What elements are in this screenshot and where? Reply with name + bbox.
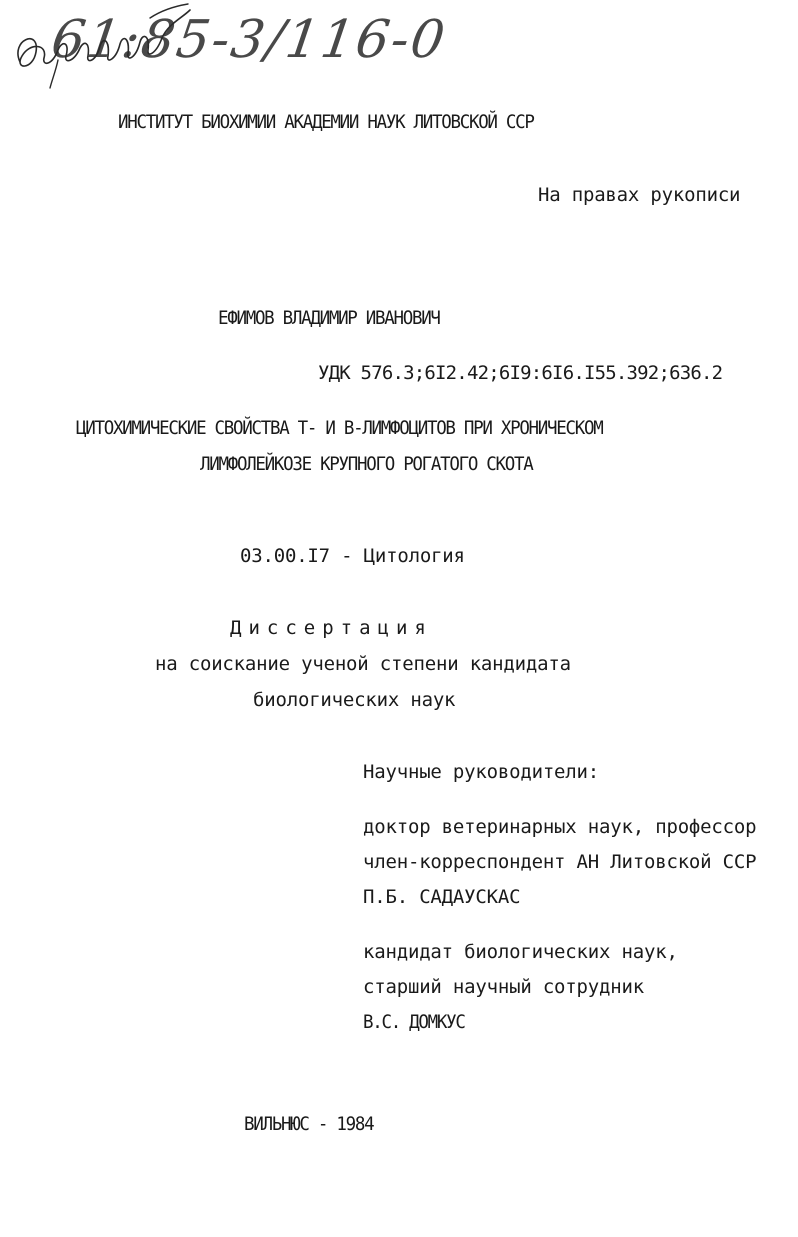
dissertation-heading: Диссертация [230, 617, 433, 639]
supervisor-2-line-1: кандидат биологических наук, [363, 941, 678, 963]
degree-line-2: биологических наук [253, 689, 456, 711]
specialty: 03.00.I7 - Цитология [240, 545, 465, 567]
title-line-2: ЛИМФОЛЕЙКОЗЕ КРУПНОГО РОГАТОГО СКОТА [200, 453, 533, 475]
supervisor-2-line-2: старший научный сотрудник [363, 976, 644, 998]
supervisor-1-name: П.Б. САДАУСКАС [363, 886, 521, 908]
manuscript-note: На правах рукописи [538, 184, 741, 206]
archive-number-handwritten: 61:85-3/116-0 [47, 10, 451, 70]
supervisors-heading: Научные руководители: [363, 761, 600, 783]
supervisor-1-line-1: доктор ветеринарных наук, профессор [363, 816, 757, 838]
title-line-1: ЦИТОХИМИЧЕСКИЕ СВОЙСТВА Т- И В-ЛИМФОЦИТОВ ПРИ ХРОНИЧЕСКОМ [76, 417, 603, 439]
degree-line-1: на соискание ученой степени кандидата [155, 653, 571, 675]
institution-name: ИНСТИТУТ БИОХИМИИ АКАДЕМИИ НАУК ЛИТОВСКОЙ ССР [118, 111, 534, 133]
supervisor-2-name: В.С. ДОМКУС [363, 1011, 465, 1033]
supervisor-1-line-2: член-корреспондент АН Литовской ССР [363, 851, 757, 873]
author-name: ЕФИМОВ ВЛАДИМИР ИВАНОВИЧ [218, 307, 440, 329]
udc-code: УДК 576.3;6I2.42;6I9:6I6.I55.392;636.2 [318, 362, 723, 384]
place-and-year: ВИЛЬНЮС - 1984 [244, 1113, 374, 1135]
